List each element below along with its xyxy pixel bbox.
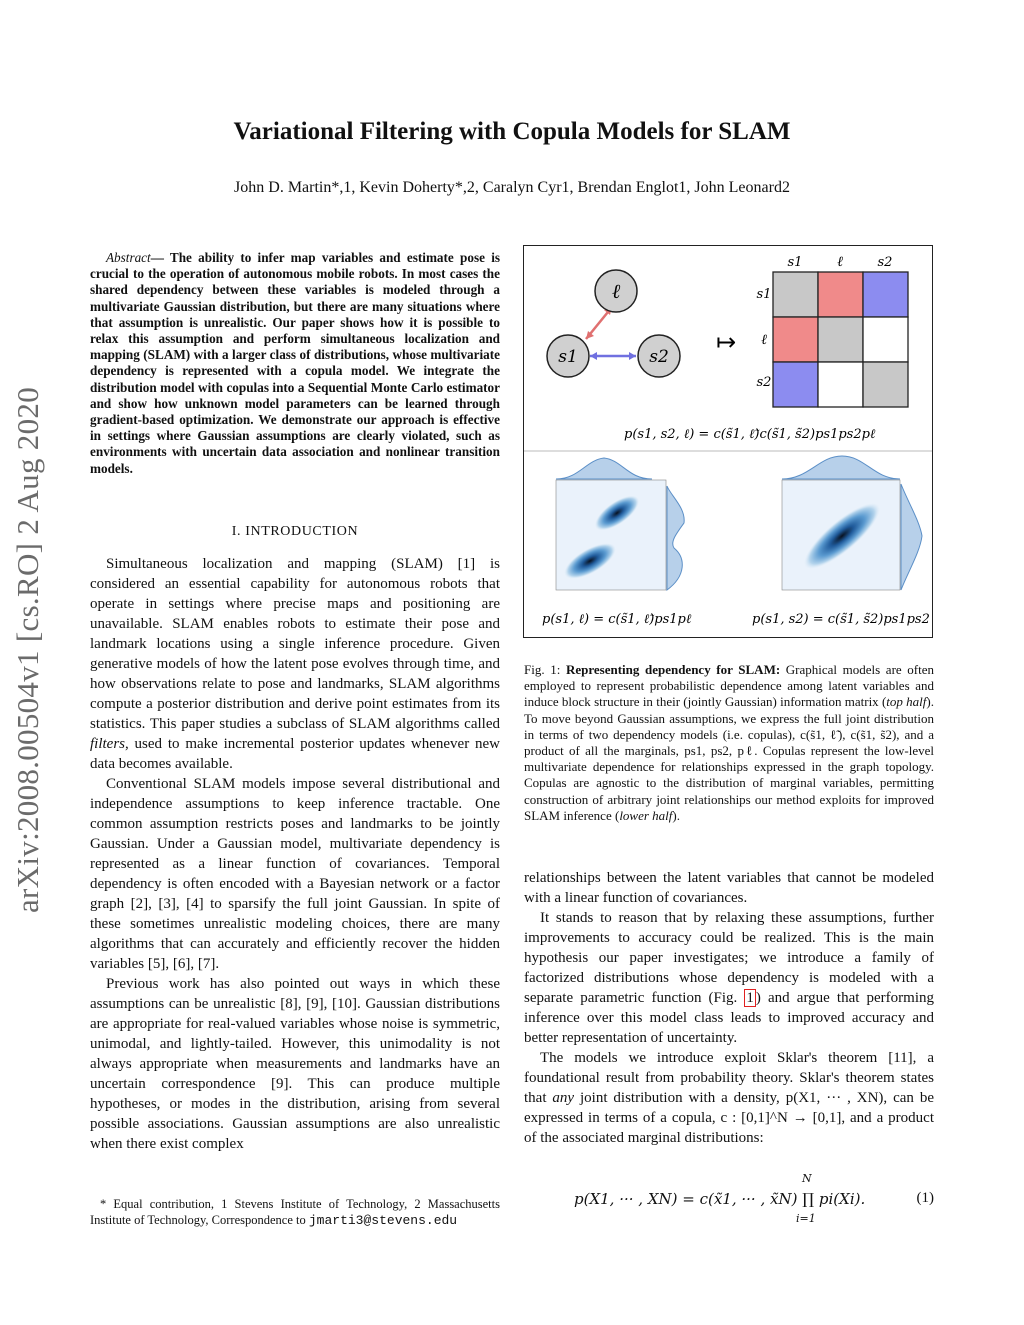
equation-number: (1) bbox=[916, 1190, 934, 1206]
matrix-row-label: s1 bbox=[756, 287, 772, 302]
marginal-right-left bbox=[667, 486, 684, 590]
text-emph: filters bbox=[90, 736, 126, 752]
abstract-label: Abstract bbox=[106, 250, 151, 265]
matrix-col-label: s1 bbox=[787, 255, 803, 270]
equation-expr: p(X1, ··· , XN) = c(x̃1, ··· , x̃N) ∏ pi(Xi). bbox=[574, 1190, 866, 1208]
footnote-text: * Equal contribution, 1 Stevens Institute of Technology, 2 Massachusetts Institute of Technology, Correspondence to bbox=[90, 1197, 500, 1227]
figure-ref-link[interactable]: 1 bbox=[746, 990, 754, 1006]
intro-paragraph-4: relationships between the latent variables that cannot be modeled with a linear function of covariances. bbox=[524, 870, 934, 906]
figure-caption bbox=[524, 662, 934, 824]
marginal-top-right bbox=[782, 456, 900, 479]
intro-paragraph-6 bbox=[524, 1048, 934, 1148]
footnote bbox=[90, 1197, 500, 1228]
matrix-row-label: s2 bbox=[756, 375, 772, 390]
text-emph: any bbox=[552, 1090, 575, 1106]
arxiv-stamp bbox=[8, 350, 48, 950]
caption-bold: Representing dependency for SLAM: bbox=[565, 662, 781, 677]
intro-paragraph-2: Conventional SLAM models impose several distributional and independence assumptions to keep inference tractable. One common assumption restricts poses and landmarks to be jointly Gaussian. Under a Gaussian model, multivariate dependency is represented as a linear function of covariances. Temporal dependency is often encoded with a Bayesian network or a factor graph [2], [3], [4] to sparsify the full joint Gaussian. In spite of these sometimes unrealistic modeling choices, there are many algorithms that can accurately and efficiently recover the hidden variables [5], [6], [7]. bbox=[90, 776, 500, 972]
text-emph: top half bbox=[886, 694, 927, 710]
text-run: ) and argue that performing inference over this model class leads to improved accuracy and better representation of uncertainty. bbox=[524, 990, 934, 1046]
matrix-cell bbox=[863, 362, 908, 407]
marginal-top-left bbox=[556, 458, 652, 479]
intro-paragraph-3: Previous work has also pointed out ways in which these assumptions can be unrealistic [8], [9], [10]. Gaussian distributions are appropriate for real-valued variables whose noise is symmetric, unimodal, and lightly-tailed. However, this unimodality is not always appropriate when measurements and landmarks have an uncertain correspondence [9]. This can produce multiple hypotheses, or modes in the distribution, arising from several possible associations. Gaussian assumptions are also unrealistic when there exist complex bbox=[90, 976, 500, 1152]
marginal-right-right bbox=[901, 484, 922, 590]
matrix-col-label: s2 bbox=[877, 255, 893, 270]
arxiv-id: arXiv:2008.00504v1 [cs.RO] 2 Aug 2020 bbox=[10, 386, 45, 914]
matrix-cell bbox=[818, 362, 863, 407]
text-emph: lower half bbox=[619, 807, 673, 823]
node-s1-label: s1 bbox=[558, 347, 578, 367]
matrix-cell bbox=[773, 272, 818, 317]
intro-left-column bbox=[90, 554, 500, 1154]
author-list: John D. Martin*,1, Kevin Doherty*,2, Caralyn Cyr1, Brendan Englot1, John Leonard2 bbox=[234, 179, 790, 196]
figure-svg bbox=[524, 246, 932, 637]
density-plot-right bbox=[782, 456, 922, 590]
pair-formula-left: p(s1, ℓ) = c(s̃1, ℓ̃)ps1pℓ bbox=[542, 612, 692, 627]
matrix-cell bbox=[863, 317, 908, 362]
density-plot-left bbox=[556, 458, 684, 590]
arrowhead-icon bbox=[629, 352, 636, 360]
figure-1 bbox=[523, 245, 933, 638]
intro-paragraph-1 bbox=[90, 554, 500, 774]
text-run: It stands to reason that by relaxing these assumptions, further improvements to accuracy could be realized. This is the main hypothesis our paper investigates; we introduce a family of factorized distributions whose dependency is modeled with a separate parametric function (Fig. bbox=[524, 910, 934, 1006]
matrix-cell bbox=[818, 272, 863, 317]
text-run: Simultaneous localization and mapping (SLAM) [1] is considered an essential capability for autonomous robots that operate in settings where precise maps and positioning are unavailable. SLAM enables robots to estimate their pose and landmark locations using a single inference procedure. Given generative models of how the latent pose evolves through time, and how observations relate to pose and landmarks, SLAM algorithms compute a posterior distribution and derive point estimates from its statistics. This paper studies a subclass of SLAM algorithms called bbox=[90, 556, 500, 732]
section-heading: I. INTRODUCTION bbox=[231, 524, 359, 539]
product-lower: i=1 bbox=[796, 1212, 816, 1225]
intro-right-column bbox=[524, 868, 934, 1148]
text-run: Graphical models are often employed to represent probabilistic dependence among latent variables and induce block structure in their (jointly Gaussian) information matrix ( bbox=[524, 662, 934, 710]
text-run: ). bbox=[672, 807, 680, 823]
caption-prefix: Fig. 1: bbox=[524, 662, 566, 677]
matrix-cell bbox=[818, 317, 863, 362]
text-run: The models we introduce exploit Sklar's theorem [11], a foundational result from probability theory. Sklar's theorem states that bbox=[524, 1050, 934, 1106]
pair-formula-right: p(s1, s2) = c(s̃1, s̃2)ps1ps2 bbox=[752, 612, 930, 627]
arrowhead-icon bbox=[590, 352, 597, 360]
footnote-email[interactable]: jmarti3@stevens.edu bbox=[308, 1212, 458, 1228]
matrix-col-label: ℓ bbox=[837, 254, 843, 270]
intro-paragraph-5 bbox=[524, 908, 934, 1048]
abstract bbox=[90, 250, 500, 477]
matrix-row-label: ℓ bbox=[761, 332, 767, 348]
abstract-text: — The ability to infer map variables and estimate pose is crucial to the operation of autonomous mobile robots. In most cases the shared dependency between these variables is modeled through a multivariate Gaussian distribution, but there are many situations where that assumption is unrealistic. Our paper shows how it is possible to relax this assumption and perform simultaneous localization and mapping (SLAM) with a larger class of distributions, whose multivariate dependency is represented with a copula model. We integrate the distribution model with copulas into a Sequential Monte Carlo estimator and show how unknown model parameters can be learned through gradient-based optimization. We demonstrate our approach is effective in settings where Gaussian assumptions are clearly violated, such as environments with uncertain data association and nonlinear transition models. bbox=[90, 250, 500, 476]
matrix-cell bbox=[773, 317, 818, 362]
maps-to-icon: ↦ bbox=[715, 328, 737, 356]
text-run: joint distribution with a density, p(X1, ··· , XN), can be expressed in terms of a copula, c : [0,1]^N → [0,1], and a product of the associated marginal distributions: bbox=[524, 1090, 934, 1146]
node-l-label: ℓ bbox=[611, 279, 621, 303]
product-upper: N bbox=[802, 1172, 812, 1185]
information-matrix bbox=[773, 272, 908, 407]
matrix-cell bbox=[773, 362, 818, 407]
text-run: ). To move beyond Gaussian assumptions, we express the full joint distribution in terms of two dependency models (i.e. copulas), c(s̃1, ℓ̃), c(s̃1, s̃2), and a product of all the marginals, ps1, ps2, pℓ. Copulas represent the low-level multivariate dependence for relationships expressed in the graph topology. Copulas are agnostic to the distribution of marginal variables, permitting construction of arbitrary joint relationships our method exploits for improved SLAM inference ( bbox=[524, 694, 934, 823]
text-run: , used to make incremental posterior updates whenever new data becomes available. bbox=[90, 736, 500, 772]
joint-formula: p(s1, s2, ℓ) = c(s̃1, ℓ̃)c(s̃1, s̃2)ps1ps2pℓ bbox=[624, 427, 876, 442]
equation-1 bbox=[524, 1172, 934, 1224]
matrix-cell bbox=[863, 272, 908, 317]
paper-title: Variational Filtering with Copula Models for SLAM bbox=[233, 118, 791, 145]
node-s2-label: s2 bbox=[649, 347, 669, 367]
